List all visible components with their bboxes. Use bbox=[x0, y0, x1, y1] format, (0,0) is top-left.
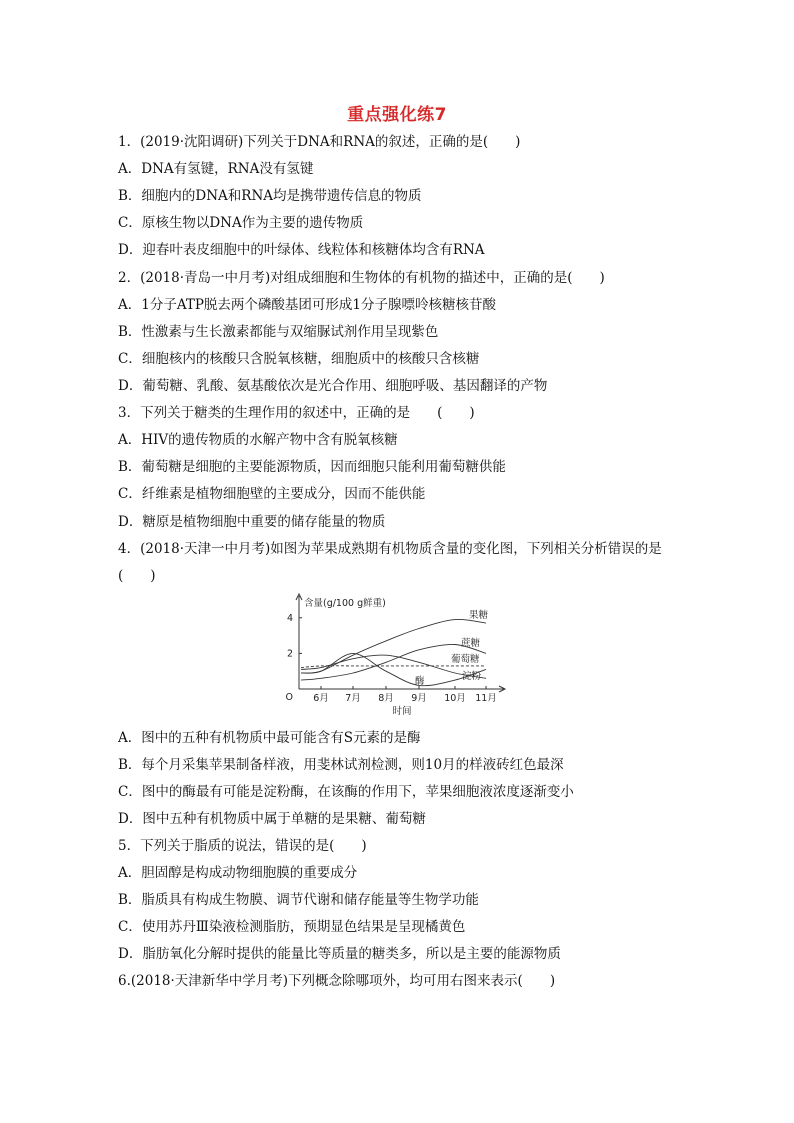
q5-option-a: A．胆固醇是构成动物细胞膜的重要成分 bbox=[118, 865, 358, 881]
x-axis-label: 时间 bbox=[392, 706, 412, 717]
q1-option-b: B．细胞内的DNA和RNA均是携带遗传信息的物质 bbox=[118, 188, 422, 204]
series-label-1: 蔗糖 bbox=[461, 638, 481, 649]
question-5-stem: 5．下列关于脂质的说法，错误的是( ) bbox=[118, 838, 367, 854]
q1-option-c: C．原核生物以DNA作为主要的遗传物质 bbox=[118, 215, 364, 231]
q1-option-a: A．DNA有氢键，RNA没有氢键 bbox=[118, 161, 314, 177]
q3-option-d: D．糖原是植物细胞中重要的储存能量的物质 bbox=[118, 514, 386, 530]
x-tick-label-3: 9月 bbox=[411, 693, 427, 704]
q2-option-c: C．细胞核内的核酸只含脱氧核糖，细胞质中的核酸只含核糖 bbox=[118, 351, 480, 367]
q5-option-d: D．脂肪氧化分解时提供的能量比等质量的糖类多，所以是主要的能源物质 bbox=[118, 946, 561, 962]
origin-label: O bbox=[285, 692, 293, 703]
q2-option-d: D．葡萄糖、乳酸、氨基酸依次是光合作用、细胞呼吸、基因翻译的产物 bbox=[118, 378, 548, 394]
question-4-stem: 4．(2018·天津一中月考)如图为苹果成熟期有机物质含量的变化图，下列相关分析错误的是 bbox=[118, 541, 662, 557]
page-title: 重点强化练7 bbox=[347, 105, 447, 125]
series-label-4: 酶 bbox=[415, 676, 425, 687]
y-tick-label-4: 4 bbox=[286, 612, 293, 624]
q5-option-b: B．脂质具有构成生物膜、调节代谢和储存能量等生物学功能 bbox=[118, 892, 479, 908]
question-1-stem: 1．(2019·沈阳调研)下列关于DNA和RNA的叙述，正确的是( ) bbox=[118, 134, 521, 150]
question-6-stem: 6.(2018·天津新华中学月考)下列概念除哪项外，均可用右图来表示( ) bbox=[118, 973, 556, 989]
q2-option-a: A．1分子ATP脱去两个磷酸基团可形成1分子腺嘌呤核糖核苷酸 bbox=[118, 297, 497, 313]
series-label-0: 果糖 bbox=[469, 610, 489, 621]
q4-option-c: C．图中的酶最有可能是淀粉酶，在该酶的作用下，苹果细胞液浓度逐渐变小 bbox=[118, 784, 574, 800]
q3-option-a: A．HIV的遗传物质的水解产物中含有脱氧核糖 bbox=[118, 432, 398, 448]
series-label-2: 葡萄糖 bbox=[451, 654, 480, 665]
x-tick-label-0: 6月 bbox=[313, 693, 329, 704]
x-tick-label-4: 10月 bbox=[444, 693, 466, 704]
y-tick-label-2: 2 bbox=[286, 648, 293, 660]
question-3-stem: 3．下列关于糖类的生理作用的叙述中，正确的是 ( ) bbox=[118, 405, 475, 421]
q5-option-c: C．使用苏丹Ⅲ染液检测脂肪，预期显色结果是呈现橘黄色 bbox=[118, 919, 466, 935]
y-axis-label: 含量(g/100 g鲜重) bbox=[304, 598, 386, 609]
x-tick-label-2: 8月 bbox=[378, 693, 394, 704]
chart-svg bbox=[283, 592, 513, 719]
x-tick-label-1: 7月 bbox=[345, 693, 361, 704]
series-label-3: 淀粉 bbox=[462, 671, 482, 682]
q4-option-b: B．每个月采集苹果制备样液，用斐林试剂检测，则10月的样液砖红色最深 bbox=[118, 757, 564, 773]
q1-option-d: D．迎春叶表皮细胞中的叶绿体、线粒体和核糖体均含有RNA bbox=[118, 242, 485, 258]
question-2-stem: 2．(2018·青岛一中月考)对组成细胞和生物体的有机物的描述中，正确的是( ) bbox=[118, 270, 605, 286]
q4-option-d: D．图中五种有机物质中属于单糖的是果糖、葡萄糖 bbox=[118, 811, 426, 827]
apple-ripening-chart bbox=[283, 592, 513, 719]
series-line-0 bbox=[301, 619, 486, 673]
question-4-answer-blank: ( ) bbox=[118, 568, 156, 584]
x-tick-label-5: 11月 bbox=[475, 693, 497, 704]
q4-option-a: A．图中的五种有机物质中最可能含有S元素的是酶 bbox=[118, 730, 421, 746]
q2-option-b: B．性激素与生长激素都能与双缩脲试剂作用呈现紫色 bbox=[118, 324, 439, 340]
q3-option-c: C．纤维素是植物细胞壁的主要成分，因而不能供能 bbox=[118, 486, 426, 502]
q3-option-b: B．葡萄糖是细胞的主要能源物质，因而细胞只能利用葡萄糖供能 bbox=[118, 459, 506, 475]
